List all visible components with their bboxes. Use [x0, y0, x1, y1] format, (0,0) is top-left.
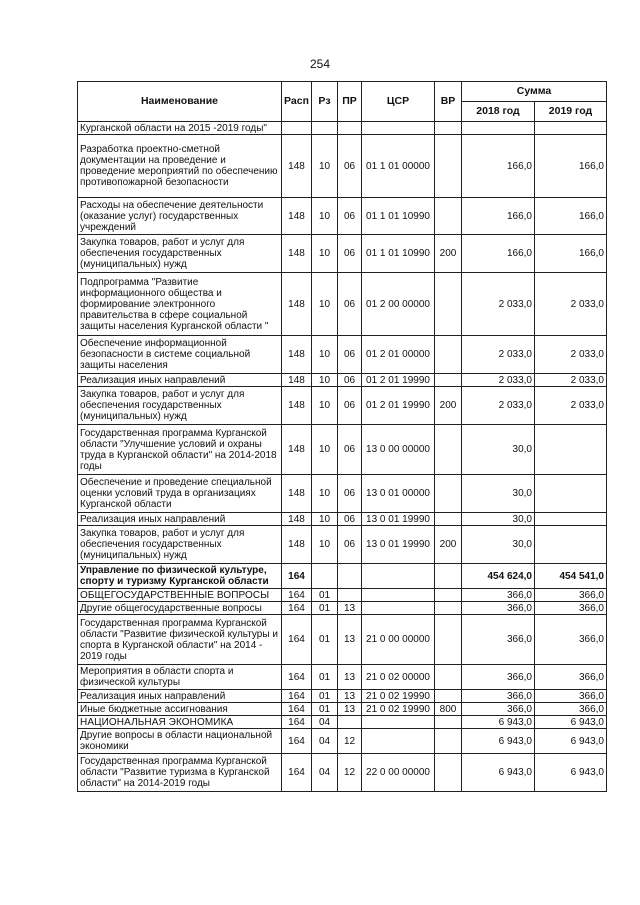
row-csr: 01 2 01 19990	[362, 387, 435, 425]
table-row	[78, 602, 607, 615]
row-pr: 06	[338, 526, 362, 564]
row-vr	[435, 513, 462, 526]
table-row	[78, 615, 607, 665]
row-csr	[362, 602, 435, 615]
row-rasp: 148	[282, 387, 312, 425]
row-rz: 10	[312, 374, 338, 387]
row-rz: 10	[312, 387, 338, 425]
header-csr: ЦСР	[362, 82, 435, 122]
row-pr: 13	[338, 665, 362, 690]
row-pr: 06	[338, 425, 362, 475]
row-2019: 366,0	[535, 589, 607, 602]
row-vr	[435, 665, 462, 690]
table-row	[78, 336, 607, 374]
row-csr: 21 0 02 19990	[362, 690, 435, 703]
header-pr: ПР	[338, 82, 362, 122]
row-rz: 10	[312, 135, 338, 198]
row-pr: 12	[338, 729, 362, 754]
row-csr: 01 2 00 00000	[362, 273, 435, 336]
row-rasp: 164	[282, 615, 312, 665]
row-rasp: 148	[282, 475, 312, 513]
table-row	[78, 690, 607, 703]
row-rasp: 164	[282, 716, 312, 729]
row-csr: 01 1 01 10990	[362, 198, 435, 235]
row-rz: 10	[312, 336, 338, 374]
row-vr	[435, 273, 462, 336]
row-name: Государственная программа Курганской области "Улучшение условий и охраны труда в Курганской области" на 2014-2018 годы	[78, 425, 282, 475]
row-name: Расходы на обеспечение деятельности (оказание услуг) государственных учреждений	[78, 198, 282, 235]
row-2018: 30,0	[462, 425, 535, 475]
row-2019: 366,0	[535, 602, 607, 615]
row-2018: 166,0	[462, 135, 535, 198]
row-rz: 01	[312, 602, 338, 615]
table-row	[78, 198, 607, 235]
row-vr	[435, 564, 462, 589]
row-csr	[362, 729, 435, 754]
row-name: Реализация иных направлений	[78, 374, 282, 387]
row-2018: 6 943,0	[462, 754, 535, 792]
header-name: Наименование	[78, 82, 282, 122]
row-2019: 2 033,0	[535, 336, 607, 374]
row-vr: 200	[435, 526, 462, 564]
row-csr: 13 0 01 00000	[362, 475, 435, 513]
row-name: Мероприятия в области спорта и физической культуры	[78, 665, 282, 690]
row-name: Подпрограмма "Развитие информационного общества и формирование электронного правительства в сфере социальной защиты населения Курганской области "	[78, 273, 282, 336]
row-2018: 366,0	[462, 703, 535, 716]
row-rz: 10	[312, 513, 338, 526]
row-vr	[435, 336, 462, 374]
row-2019: 2 033,0	[535, 387, 607, 425]
row-rz	[312, 122, 338, 135]
row-pr: 13	[338, 615, 362, 665]
row-csr: 01 1 01 10990	[362, 235, 435, 273]
row-name: Реализация иных направлений	[78, 513, 282, 526]
row-rz: 01	[312, 703, 338, 716]
row-2018	[462, 122, 535, 135]
row-2019	[535, 425, 607, 475]
table-row	[78, 716, 607, 729]
table-row	[78, 729, 607, 754]
row-vr	[435, 754, 462, 792]
row-2019: 6 943,0	[535, 729, 607, 754]
row-rz: 04	[312, 754, 338, 792]
row-name: Разработка проектно-сметной документации на проведение и проведение мероприятий по обеспечению противопожарной безопасности	[78, 135, 282, 198]
row-csr	[362, 716, 435, 729]
row-2019: 366,0	[535, 690, 607, 703]
table-row	[78, 374, 607, 387]
table-row	[78, 387, 607, 425]
row-2019	[535, 122, 607, 135]
row-rz: 01	[312, 615, 338, 665]
row-csr: 13 0 00 00000	[362, 425, 435, 475]
row-pr: 13	[338, 703, 362, 716]
row-csr: 13 0 01 19990	[362, 526, 435, 564]
row-rasp: 164	[282, 665, 312, 690]
table-row	[78, 754, 607, 792]
row-2018: 2 033,0	[462, 273, 535, 336]
row-pr: 12	[338, 754, 362, 792]
table-row	[78, 135, 607, 198]
row-csr: 21 0 02 19990	[362, 703, 435, 716]
table-row	[78, 564, 607, 589]
row-2019: 366,0	[535, 615, 607, 665]
row-rasp: 148	[282, 513, 312, 526]
row-csr	[362, 122, 435, 135]
row-vr: 200	[435, 235, 462, 273]
row-name: ОБЩЕГОСУДАРСТВЕННЫЕ ВОПРОСЫ	[78, 589, 282, 602]
row-csr: 01 1 01 00000	[362, 135, 435, 198]
row-vr	[435, 122, 462, 135]
table-row	[78, 703, 607, 716]
row-vr	[435, 198, 462, 235]
row-rz	[312, 564, 338, 589]
row-rasp: 148	[282, 198, 312, 235]
row-2019: 6 943,0	[535, 716, 607, 729]
row-pr: 06	[338, 198, 362, 235]
row-rasp: 148	[282, 235, 312, 273]
row-2019	[535, 526, 607, 564]
row-csr: 01 2 01 00000	[362, 336, 435, 374]
row-pr: 06	[338, 387, 362, 425]
row-2018: 6 943,0	[462, 716, 535, 729]
row-name: НАЦИОНАЛЬНАЯ ЭКОНОМИКА	[78, 716, 282, 729]
row-vr	[435, 690, 462, 703]
row-2018: 2 033,0	[462, 336, 535, 374]
row-name: Закупка товаров, работ и услуг для обеспечения государственных (муниципальных) нужд	[78, 235, 282, 273]
row-2019: 166,0	[535, 198, 607, 235]
row-pr: 06	[338, 235, 362, 273]
row-2018: 2 033,0	[462, 387, 535, 425]
row-rasp: 148	[282, 526, 312, 564]
table-row	[78, 425, 607, 475]
row-2019: 166,0	[535, 135, 607, 198]
row-rasp: 164	[282, 589, 312, 602]
row-rasp: 164	[282, 754, 312, 792]
row-2019	[535, 475, 607, 513]
row-csr: 01 2 01 19990	[362, 374, 435, 387]
row-vr	[435, 615, 462, 665]
table-row	[78, 122, 607, 135]
row-rasp: 148	[282, 273, 312, 336]
table-row	[78, 526, 607, 564]
row-rz: 10	[312, 526, 338, 564]
header-2019: 2019 год	[535, 102, 607, 122]
row-rasp: 164	[282, 729, 312, 754]
row-vr	[435, 475, 462, 513]
row-csr	[362, 564, 435, 589]
row-2019: 2 033,0	[535, 273, 607, 336]
table-row	[78, 273, 607, 336]
row-name: Обеспечение информационной безопасности в системе социальной защиты населения	[78, 336, 282, 374]
budget-table	[77, 81, 607, 792]
row-rz: 04	[312, 716, 338, 729]
row-2019: 366,0	[535, 703, 607, 716]
table-row	[78, 513, 607, 526]
row-2018: 166,0	[462, 235, 535, 273]
row-2018: 166,0	[462, 198, 535, 235]
row-rasp: 164	[282, 564, 312, 589]
row-rz: 10	[312, 235, 338, 273]
header-rasp: Расп	[282, 82, 312, 122]
header-rz: Рз	[312, 82, 338, 122]
row-name: Государственная программа Курганской области "Развитие физической культуры и спорта в Курганской области" на 2014 - 2019 годы	[78, 615, 282, 665]
row-name: Другие общегосударственные вопросы	[78, 602, 282, 615]
row-rz: 01	[312, 589, 338, 602]
row-2019: 6 943,0	[535, 754, 607, 792]
row-pr	[338, 716, 362, 729]
row-2019	[535, 513, 607, 526]
row-pr: 06	[338, 475, 362, 513]
row-2018: 366,0	[462, 602, 535, 615]
table-row	[78, 665, 607, 690]
row-2018: 30,0	[462, 513, 535, 526]
row-csr: 21 0 02 00000	[362, 665, 435, 690]
row-name: Иные бюджетные ассигнования	[78, 703, 282, 716]
row-rz: 10	[312, 475, 338, 513]
row-rasp: 148	[282, 425, 312, 475]
row-rasp: 148	[282, 336, 312, 374]
header-sum: Сумма	[462, 82, 607, 102]
row-2019: 2 033,0	[535, 374, 607, 387]
row-pr	[338, 564, 362, 589]
row-2019: 454 541,0	[535, 564, 607, 589]
row-rasp: 148	[282, 374, 312, 387]
row-name: Закупка товаров, работ и услуг для обеспечения государственных (муниципальных) нужд	[78, 387, 282, 425]
row-2018: 366,0	[462, 615, 535, 665]
row-pr: 13	[338, 602, 362, 615]
row-2018: 30,0	[462, 475, 535, 513]
row-rz: 01	[312, 665, 338, 690]
header-vr: ВР	[435, 82, 462, 122]
row-name: Другие вопросы в области национальной экономики	[78, 729, 282, 754]
row-rasp: 164	[282, 602, 312, 615]
row-2018: 366,0	[462, 665, 535, 690]
row-rasp: 164	[282, 690, 312, 703]
row-rasp: 148	[282, 135, 312, 198]
row-csr	[362, 589, 435, 602]
row-name: Реализация иных направлений	[78, 690, 282, 703]
row-csr: 22 0 00 00000	[362, 754, 435, 792]
row-csr: 13 0 01 19990	[362, 513, 435, 526]
row-vr	[435, 374, 462, 387]
row-2018: 366,0	[462, 589, 535, 602]
row-vr	[435, 425, 462, 475]
row-rasp: 164	[282, 703, 312, 716]
row-vr	[435, 602, 462, 615]
row-vr	[435, 135, 462, 198]
row-rz: 10	[312, 425, 338, 475]
table-row	[78, 235, 607, 273]
row-2018: 366,0	[462, 690, 535, 703]
row-pr: 13	[338, 690, 362, 703]
row-vr	[435, 716, 462, 729]
row-csr: 21 0 00 00000	[362, 615, 435, 665]
row-2018: 454 624,0	[462, 564, 535, 589]
row-vr: 800	[435, 703, 462, 716]
row-2018: 2 033,0	[462, 374, 535, 387]
row-name: Управление по физической культуре, спорту и туризму Курганской области	[78, 564, 282, 589]
row-rz: 10	[312, 198, 338, 235]
row-rz: 04	[312, 729, 338, 754]
row-pr: 06	[338, 273, 362, 336]
row-pr	[338, 122, 362, 135]
table-row	[78, 475, 607, 513]
row-2018: 30,0	[462, 526, 535, 564]
header-2018: 2018 год	[462, 102, 535, 122]
row-pr	[338, 589, 362, 602]
row-name: Закупка товаров, работ и услуг для обеспечения государственных (муниципальных) нужд	[78, 526, 282, 564]
row-rasp	[282, 122, 312, 135]
row-2019: 166,0	[535, 235, 607, 273]
row-name: Обеспечение и проведение специальной оценки условий труда в организациях Курганской области	[78, 475, 282, 513]
page-number: 254	[309, 57, 331, 71]
table-row	[78, 589, 607, 602]
row-rz: 10	[312, 273, 338, 336]
row-2019: 366,0	[535, 665, 607, 690]
row-pr: 06	[338, 374, 362, 387]
row-pr: 06	[338, 135, 362, 198]
row-pr: 06	[338, 513, 362, 526]
row-name: Курганской области на 2015 -2019 годы"	[78, 122, 282, 135]
row-name: Государственная программа Курганской области "Развитие туризма в Курганской области" на 2014-2019 годы	[78, 754, 282, 792]
row-vr	[435, 589, 462, 602]
row-rz: 01	[312, 690, 338, 703]
row-vr: 200	[435, 387, 462, 425]
row-pr: 06	[338, 336, 362, 374]
table-body	[78, 122, 607, 792]
row-2018: 6 943,0	[462, 729, 535, 754]
row-vr	[435, 729, 462, 754]
